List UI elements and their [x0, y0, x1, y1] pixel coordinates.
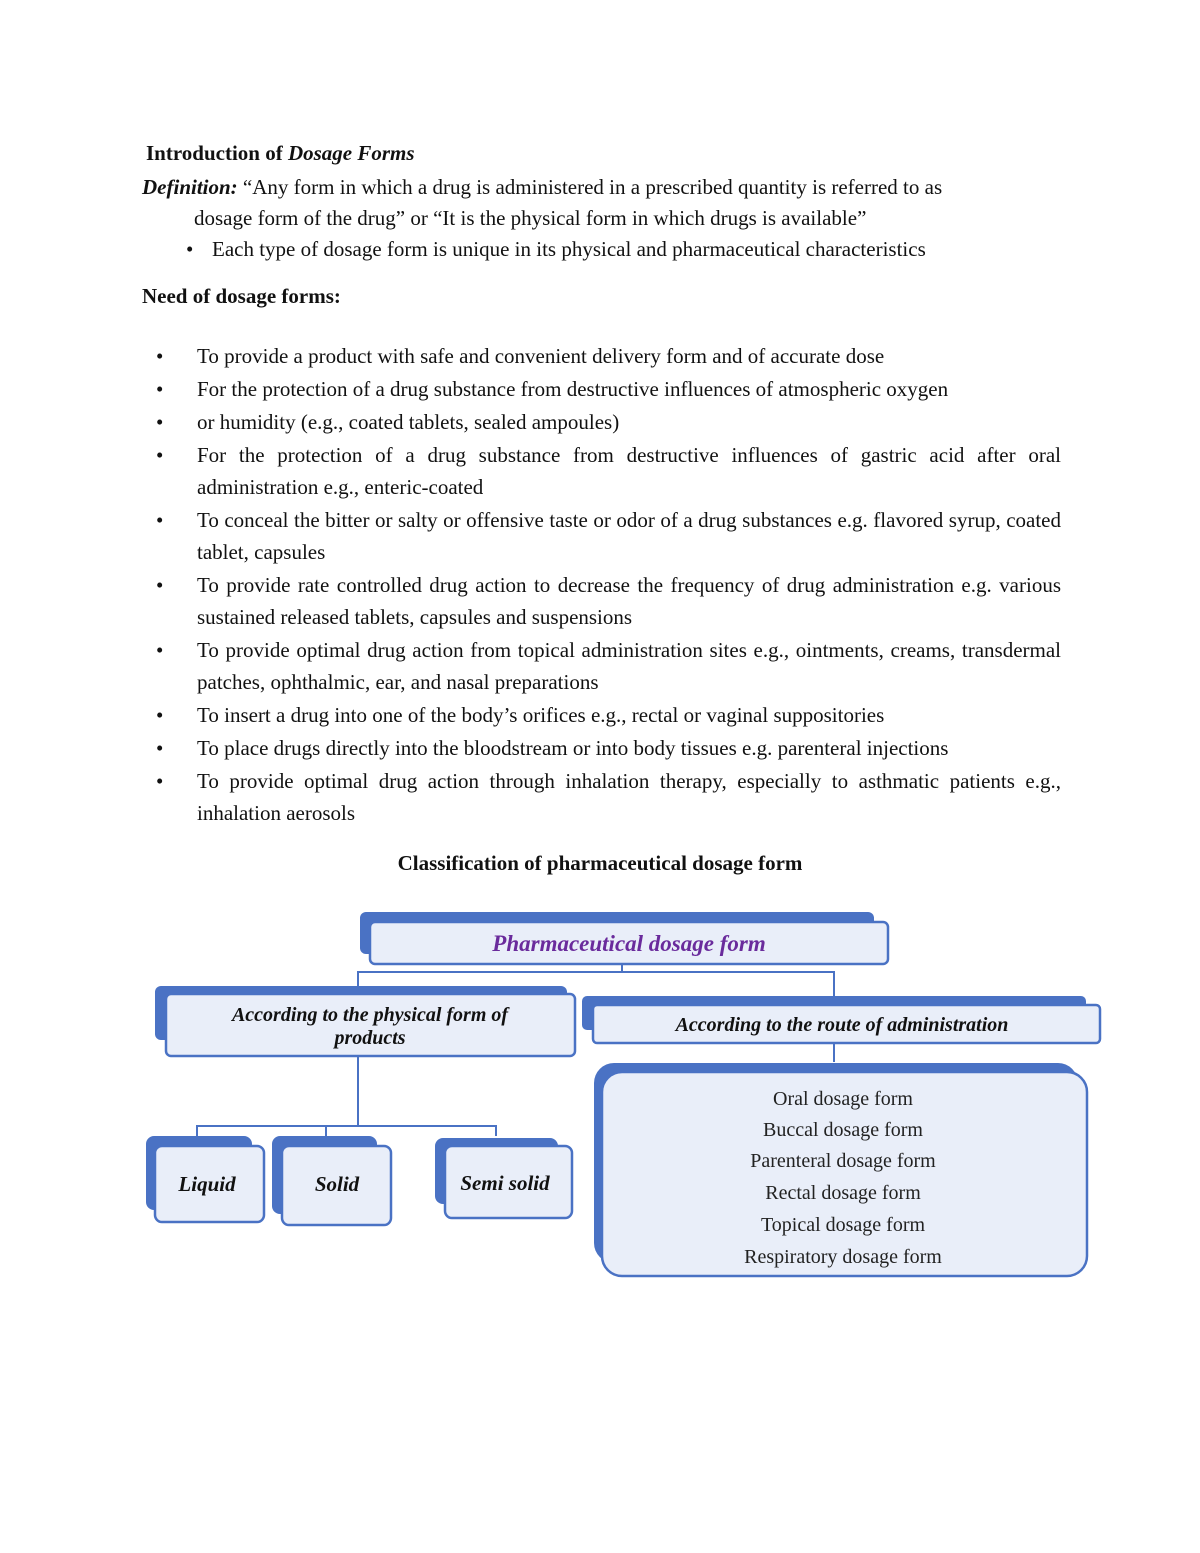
physical-node-label-line-2: products — [334, 1027, 406, 1049]
liquid-node-label: Liquid — [178, 1172, 236, 1196]
bullet-dot-icon: • — [156, 410, 164, 434]
definition-label: Definition: — [142, 175, 238, 199]
route-item-oral: Oral dosage form — [773, 1088, 913, 1110]
root-node-label: Pharmaceutical dosage form — [492, 931, 766, 956]
bullet-dot-icon: • — [156, 638, 164, 662]
list-item: • To provide optimal drug action from topical administration sites e.g., ointments, creams, transdermal patches, ophthalmic, ear, and nasal preparations — [156, 634, 1061, 698]
definition-line-1: “Any form in which a drug is administered in a prescribed quantity is referred to as — [237, 175, 943, 199]
list-item: • To conceal the bitter or salty or offensive taste or odor of a drug substances e.g. flavored syrup, coated tablet, capsules — [156, 504, 1061, 568]
bullet-dot-icon: • — [156, 769, 164, 793]
route-item-buccal: Buccal dosage form — [763, 1119, 923, 1141]
root-node — [360, 912, 888, 964]
connector-physical-children — [197, 1126, 496, 1136]
definition-bullet-text: Each type of dosage form is unique in its physical and pharmaceutical characteristics — [212, 237, 926, 261]
route-node-label: According to the route of administration — [675, 1014, 1009, 1036]
intro-title-prefix: Introduction of — [146, 141, 288, 165]
list-item: • To place drugs directly into the bloodstream or into body tissues e.g. parenteral injections — [156, 732, 1061, 764]
list-item: • To insert a drug into one of the body’s orifices e.g., rectal or vaginal suppositories — [156, 699, 1061, 731]
bullet-dot-icon: • — [156, 736, 164, 760]
route-item-topical: Topical dosage form — [760, 1214, 926, 1236]
list-item: • To provide optimal drug action through inhalation therapy, especially to asthmatic patients e.g., inhalation aerosols — [156, 765, 1061, 829]
bullet-dot-icon: • — [156, 377, 164, 401]
list-item: • or humidity (e.g., coated tablets, sealed ampoules) — [156, 406, 1061, 438]
list-item: • To provide rate controlled drug action to decrease the frequency of drug administration e.g. various sustained released tablets, capsules and suspensions — [156, 569, 1061, 633]
definition-line-2: dosage form of the drug” or “It is the physical form in which drugs is available” — [194, 206, 867, 230]
semi-solid-node — [435, 1138, 572, 1218]
semi-solid-node-label: Semi solid — [460, 1171, 550, 1195]
bullet-dot-icon: • — [156, 703, 164, 727]
route-item-rectal: Rectal dosage form — [765, 1182, 921, 1204]
route-item-respiratory: Respiratory dosage form — [744, 1246, 942, 1268]
bullet-dot-icon: • — [156, 508, 164, 532]
list-item: • For the protection of a drug substance from destructive influences of atmospheric oxygen — [156, 373, 1061, 405]
classification-heading: Classification of pharmaceutical dosage form — [397, 851, 803, 875]
need-heading: Need of dosage forms: — [142, 284, 341, 308]
list-item: • For the protection of a drug substance from destructive influences of gastric acid after oral administration e.g., enteric-coated — [156, 439, 1061, 503]
solid-node-label: Solid — [314, 1172, 360, 1196]
bullet-dot-icon: • — [156, 344, 164, 368]
bullet-dot-icon: • — [156, 443, 164, 467]
connector-root-route — [622, 972, 834, 996]
liquid-node — [146, 1136, 264, 1222]
bullet-dot-icon: • — [156, 573, 164, 597]
route-node — [582, 996, 1100, 1043]
physical-node — [155, 986, 575, 1056]
physical-node-label-line-1: According to the physical form of — [231, 1004, 509, 1026]
route-item-parenteral: Parenteral dosage form — [750, 1150, 936, 1172]
list-item: • To provide a product with safe and convenient delivery form and of accurate dose — [156, 340, 1061, 372]
route-children-node — [594, 1063, 1087, 1276]
bullet-dot-icon: • — [186, 237, 194, 261]
solid-node — [272, 1136, 391, 1225]
intro-title-italic: Dosage Forms — [287, 141, 415, 165]
